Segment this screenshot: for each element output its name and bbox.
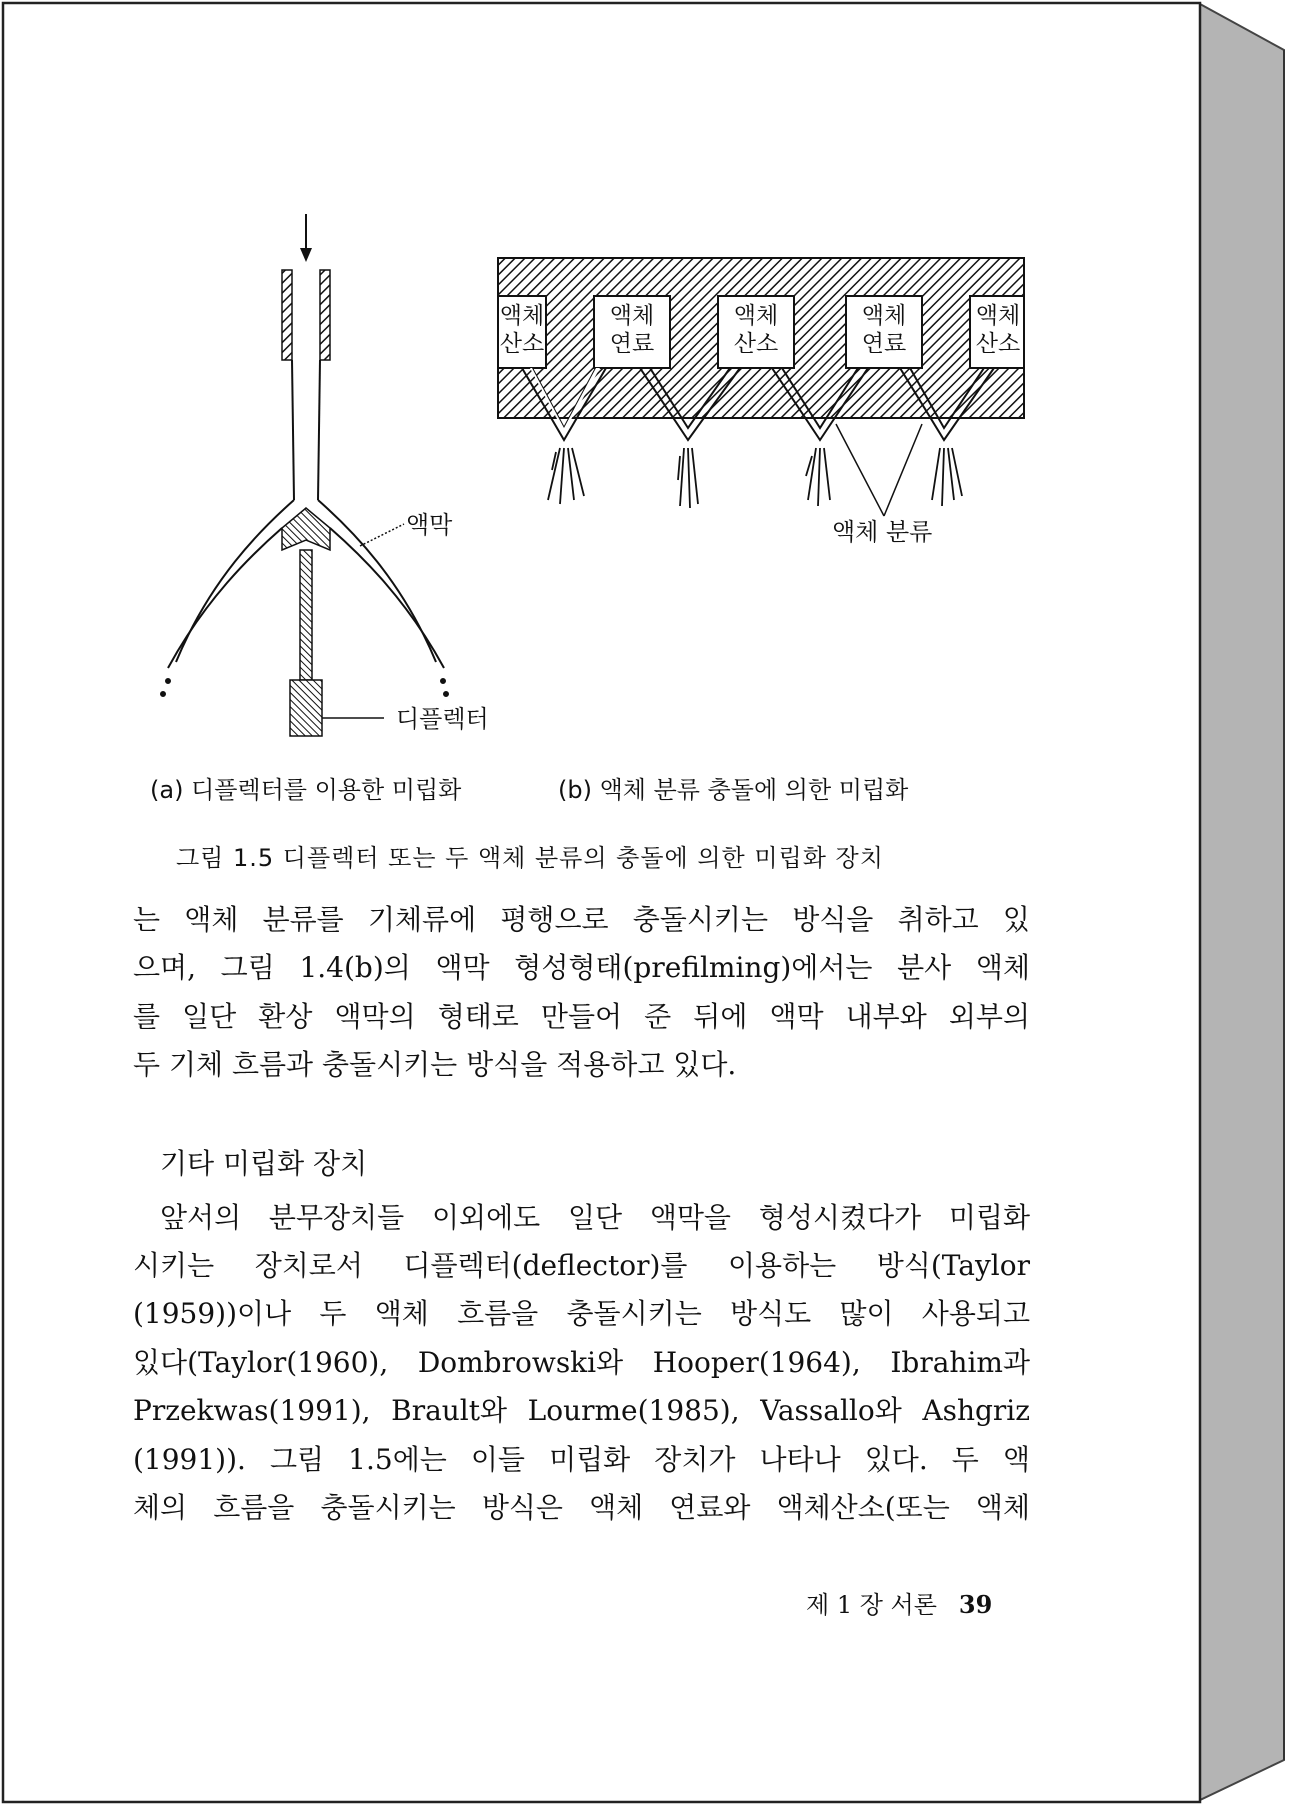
- deflector-label: 디플렉터: [396, 705, 489, 733]
- box-line-2: 산소: [975, 331, 1021, 357]
- page-number: 39: [958, 1590, 993, 1619]
- subcaption-a: (a) 디플렉터를 이용한 미립화: [150, 776, 462, 804]
- book-spine-side: [1200, 4, 1284, 1800]
- injector-box-4: [854, 302, 914, 358]
- box-line-1: 액체: [861, 303, 907, 329]
- figure-caption: 그림 1.5 디플렉터 또는 두 액체 분류의 충돌에 의한 미립화 장치: [176, 844, 884, 872]
- film-label: 액막: [406, 511, 453, 539]
- subcaption-b: (b) 액체 분류 충돌에 의한 미립화: [558, 776, 909, 804]
- box-line-2: 산소: [733, 331, 779, 357]
- section-heading: 기타 미립화 장치: [160, 1147, 368, 1180]
- text-line: (1959))이나 두 액체 흐름을 충돌시키는 방식도 많이 사용되고: [133, 1297, 1030, 1330]
- page-footer: [806, 1585, 992, 1620]
- injector-box-3: [726, 302, 786, 358]
- box-line-1: 액체: [609, 303, 655, 329]
- box-line-1: 액체: [733, 303, 779, 329]
- box-line-1: 액체: [975, 303, 1021, 329]
- injector-box-2: [602, 302, 662, 358]
- text-line: 으며, 그림 1.4(b)의 액막 형성형태(prefilming)에서는 분사 액체: [133, 951, 1030, 984]
- text-line: 있다(Taylor(1960), Dombrowski와 Hooper(1964), Ibrahim과: [133, 1346, 1030, 1379]
- text-line: 를 일단 환상 액막의 형태로 만들어 준 뒤에 액막 내부와 외부의: [133, 1000, 1030, 1033]
- deflector-diagram: [161, 214, 449, 736]
- text-line: 두 기체 흐름과 충돌시키는 방식을 적용하고 있다.: [133, 1048, 737, 1081]
- chapter-title: 제 1 장 서론: [806, 1591, 937, 1619]
- injector-box-5: [968, 302, 1028, 358]
- box-line-2: 연료: [861, 331, 907, 357]
- box-line-2: 산소: [499, 331, 545, 357]
- box-line-2: 연료: [609, 331, 655, 357]
- impinging-jets-diagram: [498, 258, 1024, 516]
- text-line: 는 액체 분류를 기체류에 평행으로 충돌시키는 방식을 취하고 있: [133, 903, 1030, 936]
- text-line: 체의 흐름을 충돌시키는 방식은 액체 연료와 액체산소(또는 액체: [133, 1491, 1030, 1524]
- box-line-1: 액체: [499, 303, 545, 329]
- text-line: 앞서의 분무장치들 이외에도 일단 액막을 형성시켰다가 미립화: [160, 1201, 1030, 1234]
- injector-box-1: [492, 302, 552, 358]
- text-line: 시키는 장치로서 디플렉터(deflector)를 이용하는 방식(Taylor: [133, 1249, 1030, 1282]
- text-line: (1991)). 그림 1.5에는 이들 미립화 장치가 나타나 있다. 두 액: [133, 1443, 1030, 1476]
- jet-label: 액체 분류: [832, 518, 933, 546]
- text-line: Przekwas(1991), Brault와 Lourme(1985), Vassallo와 Ashgriz: [133, 1394, 1030, 1427]
